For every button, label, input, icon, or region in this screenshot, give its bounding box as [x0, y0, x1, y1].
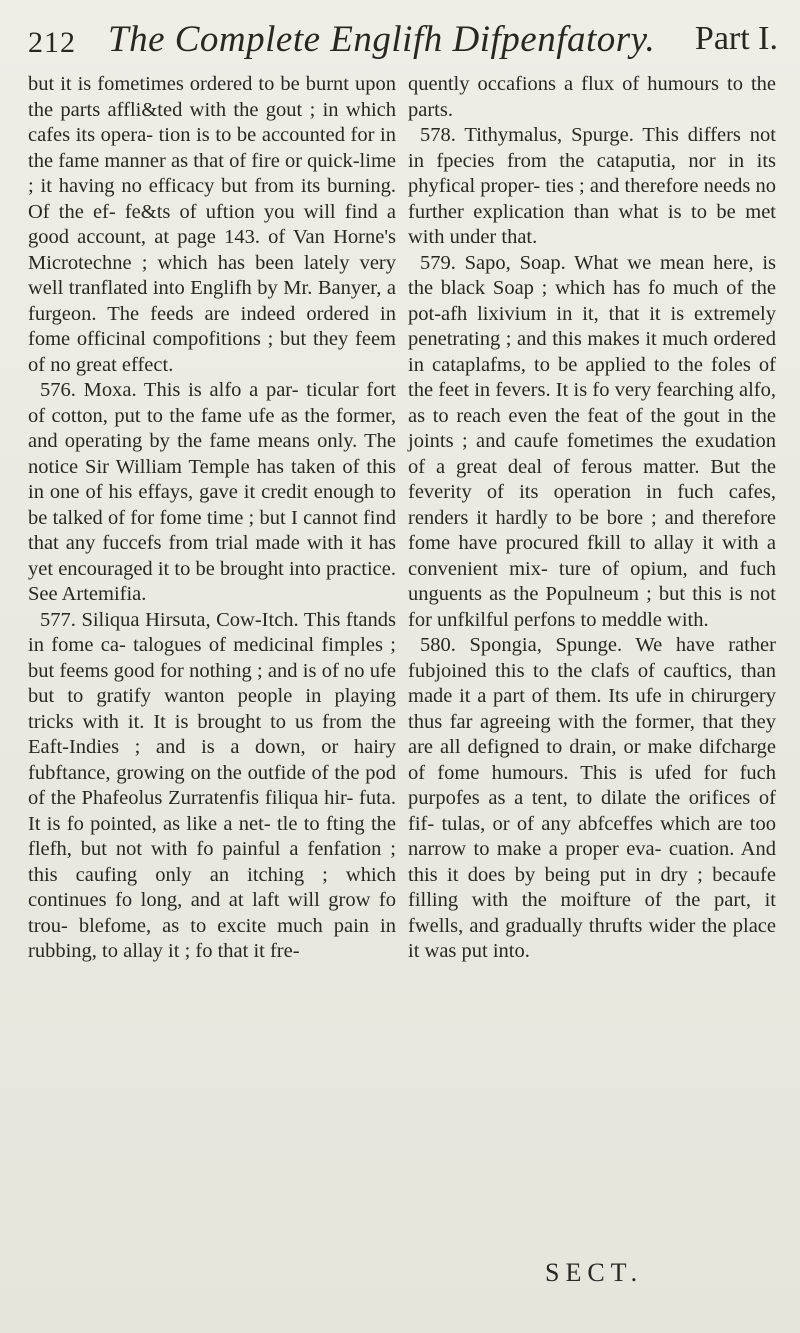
entry-577-siliqua-hirsuta: 577. Siliqua Hirsuta, Cow-Itch. This ftands in fome ca- talogues of medicinal fimples ; but feems good for nothing ; and is of no ufe but to gratify wanton people in playing tricks with it. It is brought to us from the Eaft-Indies ; and is a down, or hairy fubftance, growing on the outfide of the pod of the Phafeolus Zurratenfis filiqua hir- futa. It is fo pointed, as like a net- tle to fting the flefh, but not with fo painful a fenfation ; this caufing only an itching ; which continues fo long, and at laft will grow fo trou- blefome, as to excite much pain in rubbing, to allay it ; fo that it fre-	[28, 608, 396, 962]
entry-579-sapo: 579. Sapo, Soap. What we mean here, is the black Soap ; which has fo much of the pot-afh lixivium in it, that it is extremely penetrating ; and this makes it much ordered in cataplafms, to be applied to the foles of the feet in fevers. It is fo very fearching alfo, as to reach even the feat of the gout in the joints ; and caufe fometimes the exudation of a great deal of ferous matter. But the feverity of its operation in fuch cafes, renders it hardly to be bore ; and therefore fome have procured fkill to allay it with a convenient mix- ture of opium, and fuch unguents as the Populneum ; but this is not for unfkilful perfons to meddle with.	[408, 251, 776, 631]
entry-580-spongia: 580. Spongia, Spunge. We have rather fubjoined this to the clafs of cauftics, than made it a part of them. Its ufe in chirurgery thus far agreeing with the former, that they are all defigned to drain, or make difcharge of fome humours. This is ufed for fuch purpofes as a tent, to dilate the orifices of fif- tulas, or of any abfceffes which are too narrow to make a proper eva- cuation. And this it does by being put in dry ; becaufe filling with the moifture of the part, it fwells, and gradually thrufts wider the place it was put into.	[408, 634, 776, 962]
entry-578-tithymalus: 578. Tithymalus, Spurge. This differs not in fpecies from the cataputia, nor in its phyfical proper- ties ; and therefore needs no further explication than what is to be met with under that.	[408, 124, 776, 248]
right-column	[408, 72, 776, 965]
page-number: 212	[28, 26, 76, 59]
continued-paragraph-right: quently occafions a flux of humours to the parts.	[408, 73, 776, 121]
section-catchword: SECT.	[545, 1258, 644, 1287]
page-header	[28, 18, 778, 62]
part-label: Part I.	[694, 20, 778, 57]
entry-576-moxa: 576. Moxa. This is alfo a par- ticular fort of cotton, put to the fame ufe as the former, and operating by the fame means only. The notice Sir William Temple has taken of this in one of his effays, gave it credit enough to be talked of for fome time ; but I cannot find that any fuccefs from trial made with it has yet encouraged it to be brought into practice. See Artemifia.	[28, 379, 396, 605]
continued-paragraph: but it is fometimes ordered to be burnt upon the parts affli&ted with the gout ; in which cafes its opera- tion is to be accounted for in the fame manner as that of fire or quick-lime ; it having no efficacy but from its burning. Of the ef- fe&ts of uftion you will find a good account, at page 143. of Van Horne's Microtechne ; which has been lately very well tranflated into Englifh by Mr. Banyer, a furgeon. The feeds are indeed ordered in fome officinal compofitions ; but they feem of no great effect.	[28, 73, 396, 376]
running-title: The Complete Englifh Difpenfatory.	[108, 19, 656, 60]
left-column	[28, 72, 396, 965]
